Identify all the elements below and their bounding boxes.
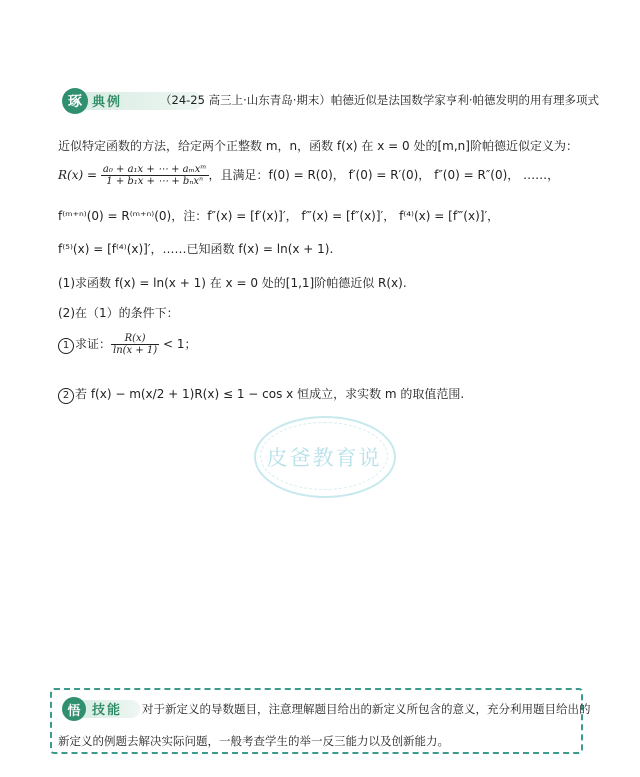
skill-tip-box <box>50 688 591 754</box>
example-header <box>62 88 602 114</box>
r-lhs: R(x) = <box>58 168 101 182</box>
r-denominator: 1 + b₁x + ⋯ + bₙxⁿ <box>106 176 204 187</box>
skill-badge-label: 技能 <box>92 703 123 718</box>
q2a-prefix: 求证： <box>75 337 112 351</box>
r-fraction <box>101 164 209 187</box>
r-conditions: ，且满足：f(0) = R(0)， f′(0) = R′(0)， f″(0) = R″(0)， ……， <box>208 168 560 182</box>
question-2b <box>58 385 464 404</box>
example-badge-label: 典例 <box>92 95 123 110</box>
q2a-fraction <box>111 333 159 356</box>
question-2: (2)在（1）的条件下： <box>58 306 179 320</box>
watermark-text: 皮爸教育说 <box>266 446 382 470</box>
q2a-denominator: ln(x + 1) <box>113 345 158 356</box>
q2b-text: 若 f(x) − m(x/2 + 1)R(x) ≤ 1 − cos x 恒成立，求实数 m 的取值范围. <box>75 387 465 401</box>
problem-line-4: f⁽⁵⁾(x) = [f⁽⁴⁾(x)]′，……已知函数 f(x) = ln(x + 1). <box>58 242 334 256</box>
example-badge-icon: 琢 <box>62 88 88 114</box>
pade-definition <box>58 164 559 187</box>
circled-number-1: 1 <box>58 338 74 354</box>
skill-badge-icon: 悟 <box>62 697 86 721</box>
question-1: (1)求函数 f(x) = ln(x + 1) 在 x = 0 处的[1,1]阶帕德近似 R(x). <box>58 276 407 290</box>
question-2a <box>58 333 197 356</box>
circled-number-2: 2 <box>58 388 74 404</box>
problem-line-1: 近似特定函数的方法，给定两个正整数 m，n，函数 f(x) 在 x = 0 处的[m,n]阶帕德近似定义为： <box>58 139 578 153</box>
q2a-suffix: < 1； <box>159 337 197 351</box>
tip-text-line-2: 新定义的例题去解决实际问题，一般考查学生的举一反三能力以及创新能力。 <box>58 734 449 748</box>
example-source: （24-25 高三上·山东青岛·期末）帕德近似是法国数学家亨利·帕德发明的用有理多项式 <box>160 93 600 107</box>
r-numerator: a₀ + a₁x + ⋯ + aₘxᵐ <box>102 164 207 175</box>
tip-text-line-1: 对于新定义的导数题目，注意理解题目给出的新定义所包含的意义，充分利用题目给出的 <box>142 702 591 716</box>
q2a-numerator: R(x) <box>111 333 159 345</box>
watermark-stamp <box>254 416 394 496</box>
problem-line-3: f⁽ᵐ⁺ⁿ⁾(0) = R⁽ᵐ⁺ⁿ⁾(0)，注：f″(x) = [f′(x)]′， f‴(x) = [f″(x)]′， f⁽⁴⁾(x) = [f‴(x)]′， <box>58 209 500 223</box>
